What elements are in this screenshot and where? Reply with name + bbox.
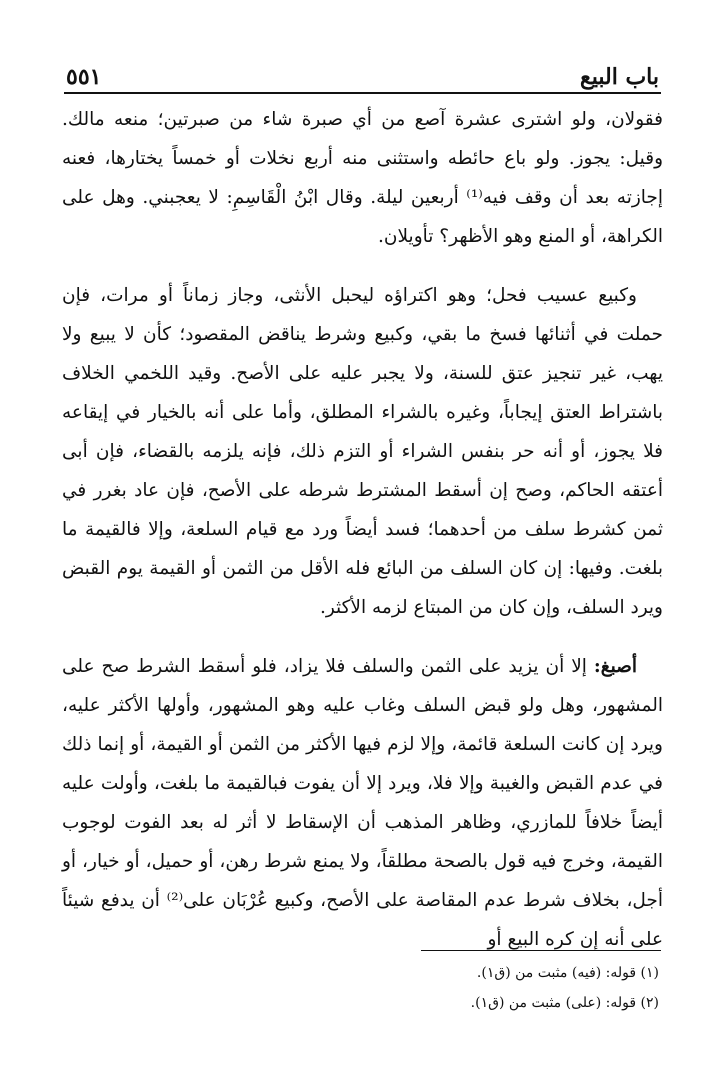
header-rule — [64, 92, 661, 94]
paragraph-1 — [62, 100, 663, 256]
page-number: ٥٥١ — [66, 64, 102, 90]
paragraph-2-text: وكبيع عسيب فحل؛ وهو اكتراؤه ليحبل الأنثى، وجاز زماناً أو مرات، فإن حملت في أثنائها فسخ ما بقي، وكبيع وشرط يناقض المقصود؛ كأن لا يبيع ولا يهب، غير تنجيز عتق للسنة، ولا يجبر عليه على الأصح. وقيد اللخمي الخلاف باشتراط العتق إيجاباً، وغيره بالشراء المطلق، وأما على أنه بالخيار في إيقاعه فلا يجوز، أو أنه حر بنفس الشراء أو التزم ذلك، فإنه يلزمه بالقضاء، فإن أبى أعتقه الحاكم، وصح إن أسقط المشترط شرطه على الأصح، فإن عاد بغرر في ثمن كشرط سلف من أحدهما؛ فسد أيضاً ورد مع قيام السلعة، وإلا فالقيمة ما بلغت. وفيها: إن كان السلف من البائع فله الأقل من الثمن أو القيمة يوم القبض ويرد السلف، وإن كان من المبتاع لزمه الأكثر. — [62, 285, 663, 618]
paragraph-3 — [62, 647, 663, 959]
paragraph-2 — [62, 276, 663, 627]
page-header — [66, 50, 659, 90]
footnotes — [66, 958, 659, 1018]
footnote-divider — [421, 950, 661, 951]
footnote-2: (٢) قوله: (على) مثبت من (ق١). — [470, 995, 659, 1011]
chapter-title: باب البيع — [580, 64, 659, 90]
paragraph-3-lead: أصبغ: — [593, 656, 637, 677]
paragraph-1-text: فقولان، ولو اشترى عشرة آصع من أي صبرة شاء من صبرتين؛ منعه مالك. وقيل: يجوز. ولو باع حائطه واستثنى منه أربع نخلات أو خمساً يختارها، فعنه إجازته بعد أن وقف فيه⁽¹⁾ أربعين ليلة. وقال ابْنُ الْقَاسِمِ: لا يعجبني. وهل على الكراهة، أو المنع وهو الأظهر؟ تأويلان. — [62, 109, 663, 247]
paragraph-3-text: إلا أن يزيد على الثمن والسلف فلا يزاد، فلو أسقط الشرط صح على المشهور، وهل ولو قبض السلف وغاب عليه وهو المشهور، وأولها الأكثر عليه، ويرد إن كانت السلعة قائمة، وإلا لزم فيها الأكثر من الثمن أو القيمة، أو إنما ذلك في عدم القبض والغيبة وإلا فلا، ويرد إلا أن يفوت فبالقيمة ما بلغت، وأولت عليه أيضاً خلافاً للمازري، وظاهر المذهب أن الإسقاط لا أثر له بعد الفوت لوجوب القيمة، وخرج فيه قول بالصحة مطلقاً، ولا يمنع شرط رهن، أو حميل، أو خيار، أو أجل، بخلاف شرط عدم المقاصة على الأصح، وكبيع عُرْبَان على⁽²⁾ أن يدفع شيئاً على أنه إن كره البيع أو — [62, 656, 664, 950]
footnote-1: (١) قوله: (فيه) مثبت من (ق١). — [476, 965, 659, 981]
main-text — [62, 100, 663, 979]
